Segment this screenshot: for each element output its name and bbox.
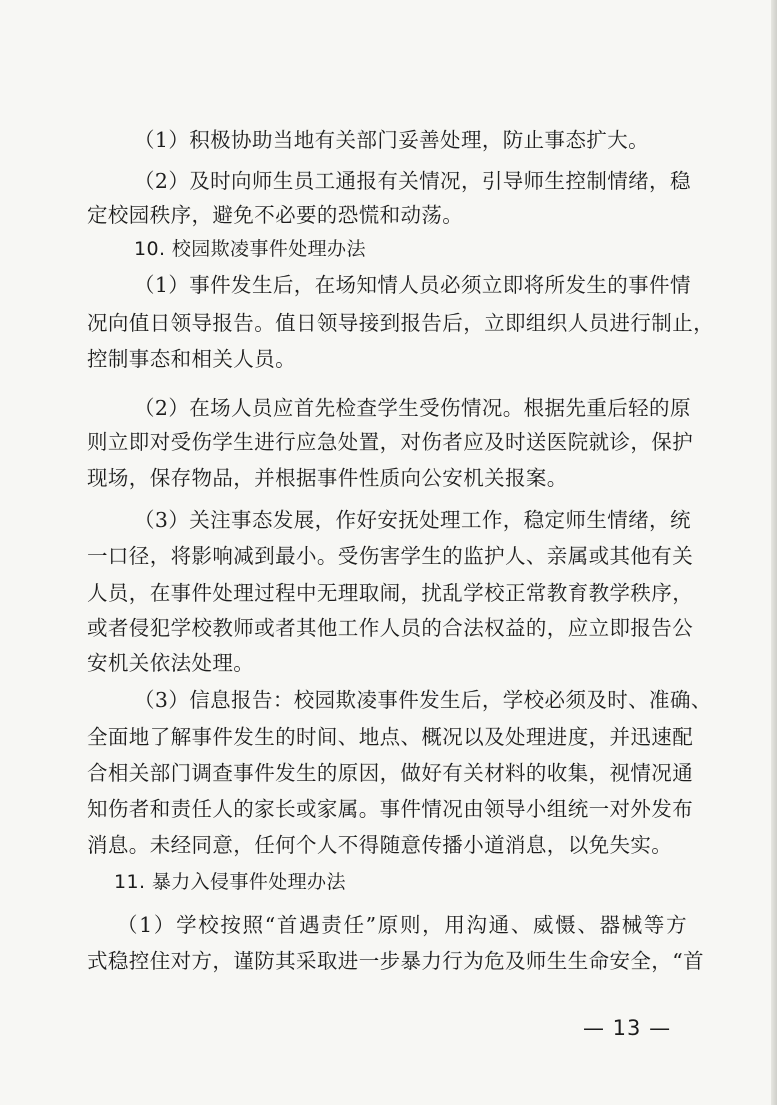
paragraph-line: （2）在场人员应首先检查学生受伤情况。根据先重后轻的原 [134,396,691,420]
paragraph-line: 况向值日领导报告。值日领导接到报告后，立即组织人员进行制止， [87,311,714,335]
paragraph-line: （1）学校按照“首遇责任”原则，用沟通、威慑、器械等方 [117,913,687,937]
paragraph-line: 现场，保存物品，并根据事件性质向公安机关报案。 [87,466,568,490]
paragraph-line: （2）及时向师生员工通报有关情况，引导师生控制情绪，稳 [134,169,691,193]
paragraph-line: 定校园秩序，避免不必要的恐慌和动荡。 [87,203,464,227]
page-edge-shadow [771,0,777,1105]
paragraph-line: 一口径，将影响减到最小。受伤害学生的监护人、亲属或其他有关 [87,544,694,568]
paragraph-line: （1）事件发生后，在场知情人员必须立即将所发生的事件情 [134,273,691,297]
page-number: — 13 — [583,1016,672,1040]
paragraph-line: 知伤者和责任人的家长或家属。事件情况由领导小组统一对外发布 [87,797,694,821]
paragraph-line: 人员，在事件处理过程中无理取闹，扰乱学校正常教育教学秩序， [87,581,694,605]
paragraph-line: （3）关注事态发展，作好安抚处理工作，稳定师生情绪，统 [134,508,691,532]
section-heading: 11. 暴力入侵事件处理办法 [114,871,346,893]
paragraph-line: 消息。未经同意，任何个人不得随意传播小道消息，以免失实。 [87,833,673,857]
paragraph-line: （1）积极协助当地有关部门妥善处理，防止事态扩大。 [134,128,650,152]
paragraph-line: 安机关依法处理。 [87,651,255,675]
paragraph-line: 合相关部门调查事件发生的原因，做好有关材料的收集，视情况通 [87,761,694,785]
paragraph-line: 全面地了解事件发生的时间、地点、概况以及处理进度，并迅速配 [87,725,694,749]
paragraph-line: 控制事态和相关人员。 [87,347,296,371]
paragraph-line: 则立即对受伤学生进行应急处置，对伤者应及时送医院就诊，保护 [87,430,694,454]
paragraph-line: （3）信息报告：校园欺凌事件发生后，学校必须及时、准确、 [134,688,712,712]
paragraph-line: 或者侵犯学校教师或者其他工作人员的合法权益的，应立即报告公 [87,616,694,640]
section-heading: 10. 校园欺凌事件处理办法 [134,238,366,260]
paragraph-line: 式稳控住对方，谨防其采取进一步暴力行为危及师生生命安全，“首 [87,949,704,973]
